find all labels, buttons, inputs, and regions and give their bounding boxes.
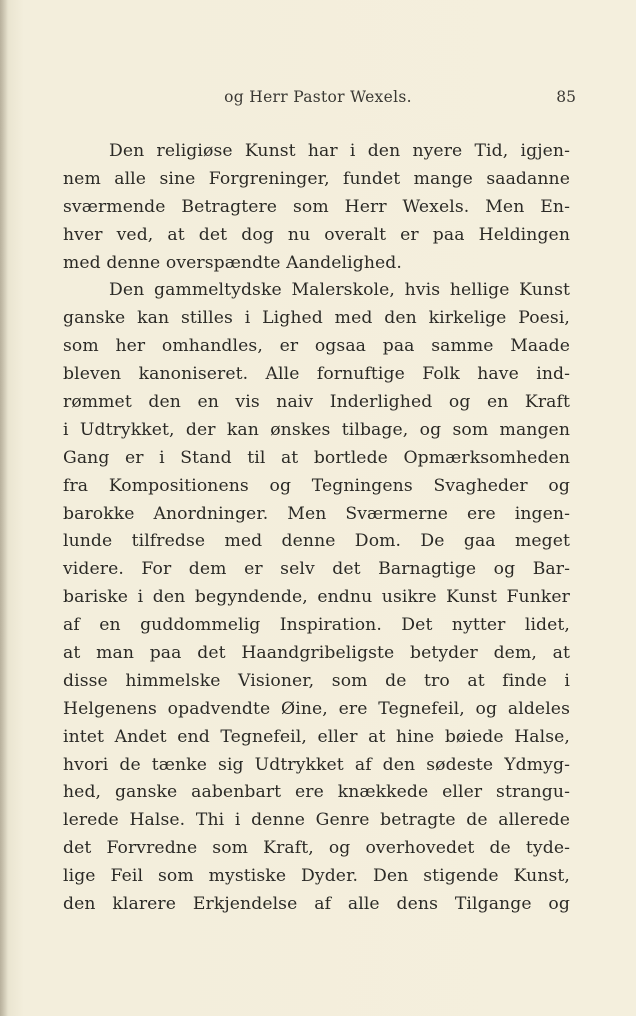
text-line: Den religiøse Kunst har i den nyere Tid, igjen-: [109, 141, 570, 161]
text-line: intet Andet end Tegnefeil, eller at hine bøiede Halse,: [63, 726, 570, 747]
text-line: videre. For dem er selv det Barnagtige og Bar-: [63, 559, 570, 580]
page-number: 85: [556, 88, 576, 106]
text-line: hed, ganske aabenbart ere knækkede eller strangu-: [63, 782, 570, 803]
text-line: Helgenens opadvendte Øine, ere Tegnefeil, og aldeles: [63, 698, 570, 719]
running-title: og Herr Pastor Wexels.: [224, 88, 412, 106]
text-line: bariske i den begyndende, endnu usikre Kunst Funker: [63, 587, 570, 608]
text-line: lunde tilfredse med denne Dom. De gaa meget: [63, 531, 570, 552]
text-line: rømmet den en vis naiv Inderlighed og en Kraft: [63, 392, 570, 413]
page-gutter-shadow: [0, 0, 8, 1016]
text-line: Gang er i Stand til at bortlede Opmærksomheden: [63, 447, 570, 468]
body-text: [63, 138, 570, 919]
text-line: disse himmelske Visioner, som de tro at finde i: [63, 670, 570, 691]
text-line: lige Feil som mystiske Dyder. Den stigende Kunst,: [63, 866, 570, 887]
text-line: bleven kanoniseret. Alle fornuftige Folk have ind-: [63, 364, 570, 385]
text-line: nem alle sine Forgreninger, fundet mange saadanne: [63, 168, 570, 189]
text-line: som her omhandles, er ogsaa paa samme Maade: [63, 336, 570, 357]
text-line: hver ved, at det dog nu overalt er paa Heldingen: [63, 224, 570, 245]
text-line: Den gammeltydske Malerskole, hvis hellige Kunst: [109, 280, 570, 301]
text-line: det Forvredne som Kraft, og overhovedet de tyde-: [63, 838, 570, 859]
text-line: fra Kompositionens og Tegningens Svagheder og: [63, 475, 570, 496]
text-line: lerede Halse. Thi i denne Genre betragte de allerede: [63, 810, 570, 831]
text-line: med denne overspændte Aandelighed.: [63, 252, 402, 273]
text-line: barokke Anordninger. Men Sværmerne ere ingen-: [63, 503, 570, 524]
text-line: af en guddommelig Inspiration. Det nytter lidet,: [63, 615, 570, 636]
text-line: i Udtrykket, der kan ønskes tilbage, og som mangen: [63, 419, 570, 440]
running-head: [60, 88, 576, 112]
text-line: den klarere Erkjendelse af alle dens Tilgange og: [63, 894, 570, 915]
text-line: ganske kan stilles i Lighed med den kirkelige Poesi,: [63, 308, 570, 329]
text-line: hvori de tænke sig Udtrykket af den sødeste Ydmyg-: [63, 754, 570, 775]
text-line: sværmende Betragtere som Herr Wexels. Men En-: [63, 196, 570, 217]
text-line: at man paa det Haandgribeligste betyder dem, at: [63, 643, 570, 664]
